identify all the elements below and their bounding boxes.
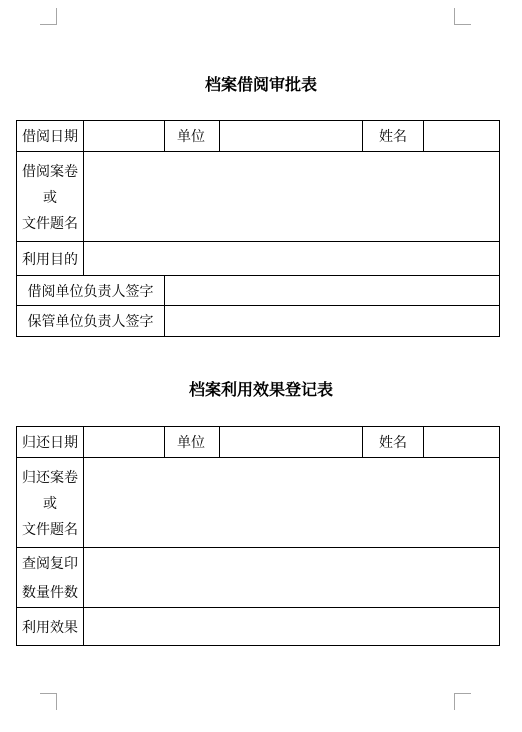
copy-count-label-line: 数量件数 [22,585,78,601]
table-row [17,121,500,152]
file-title-label [17,152,84,242]
name-field[interactable] [424,427,500,458]
purpose-label: 利用目的 [17,242,84,276]
purpose-field[interactable] [84,242,500,276]
corner-mark-top-right [454,8,471,25]
custody-unit-signer-label: 保管单位负责人签字 [17,306,165,337]
table-row [17,608,500,646]
usage-effect-label: 利用效果 [17,608,84,646]
borrow-date-field[interactable] [84,121,165,152]
unit-label: 单位 [165,121,220,152]
file-title-label-line: 借阅案卷 [22,163,78,180]
usage-effect-table [16,426,500,646]
copy-count-label-line: 查阅复印 [22,556,78,572]
table-row [17,242,500,276]
returned-file-title-label-line: 文件题名 [22,521,78,538]
return-date-field[interactable] [84,427,165,458]
returned-file-title-label-line: 归还案卷 [22,469,78,486]
effect-form-title: 档案利用效果登记表 [188,380,333,399]
file-title-field[interactable] [84,152,500,242]
corner-mark-bottom-left [40,693,57,710]
returned-file-title-field[interactable] [84,458,500,548]
unit-field[interactable] [220,121,363,152]
custody-unit-signature-field[interactable] [165,306,500,337]
name-label: 姓名 [363,427,424,458]
copy-count-label [17,548,84,608]
file-title-label-line: 或 [43,189,57,206]
returned-file-title-label [17,458,84,548]
return-date-label: 归还日期 [17,427,84,458]
table-row [17,152,500,242]
file-title-label-line: 文件题名 [22,215,78,232]
borrow-unit-signer-label: 借阅单位负责人签字 [17,276,165,306]
table-row [17,306,500,337]
table-row [17,458,500,548]
corner-mark-top-left [40,8,57,25]
borrow-approval-table [16,120,500,337]
name-label: 姓名 [363,121,424,152]
returned-file-title-label-line: 或 [43,495,57,512]
name-field[interactable] [424,121,500,152]
unit-label: 单位 [165,427,220,458]
table-row [17,276,500,306]
copy-count-field[interactable] [84,548,500,608]
table-row [17,548,500,608]
corner-mark-bottom-right [454,693,471,710]
usage-effect-field[interactable] [84,608,500,646]
borrow-form-title: 档案借阅审批表 [204,75,317,94]
unit-field[interactable] [220,427,363,458]
table-row [17,427,500,458]
borrow-date-label: 借阅日期 [17,121,84,152]
borrow-unit-signature-field[interactable] [165,276,500,306]
